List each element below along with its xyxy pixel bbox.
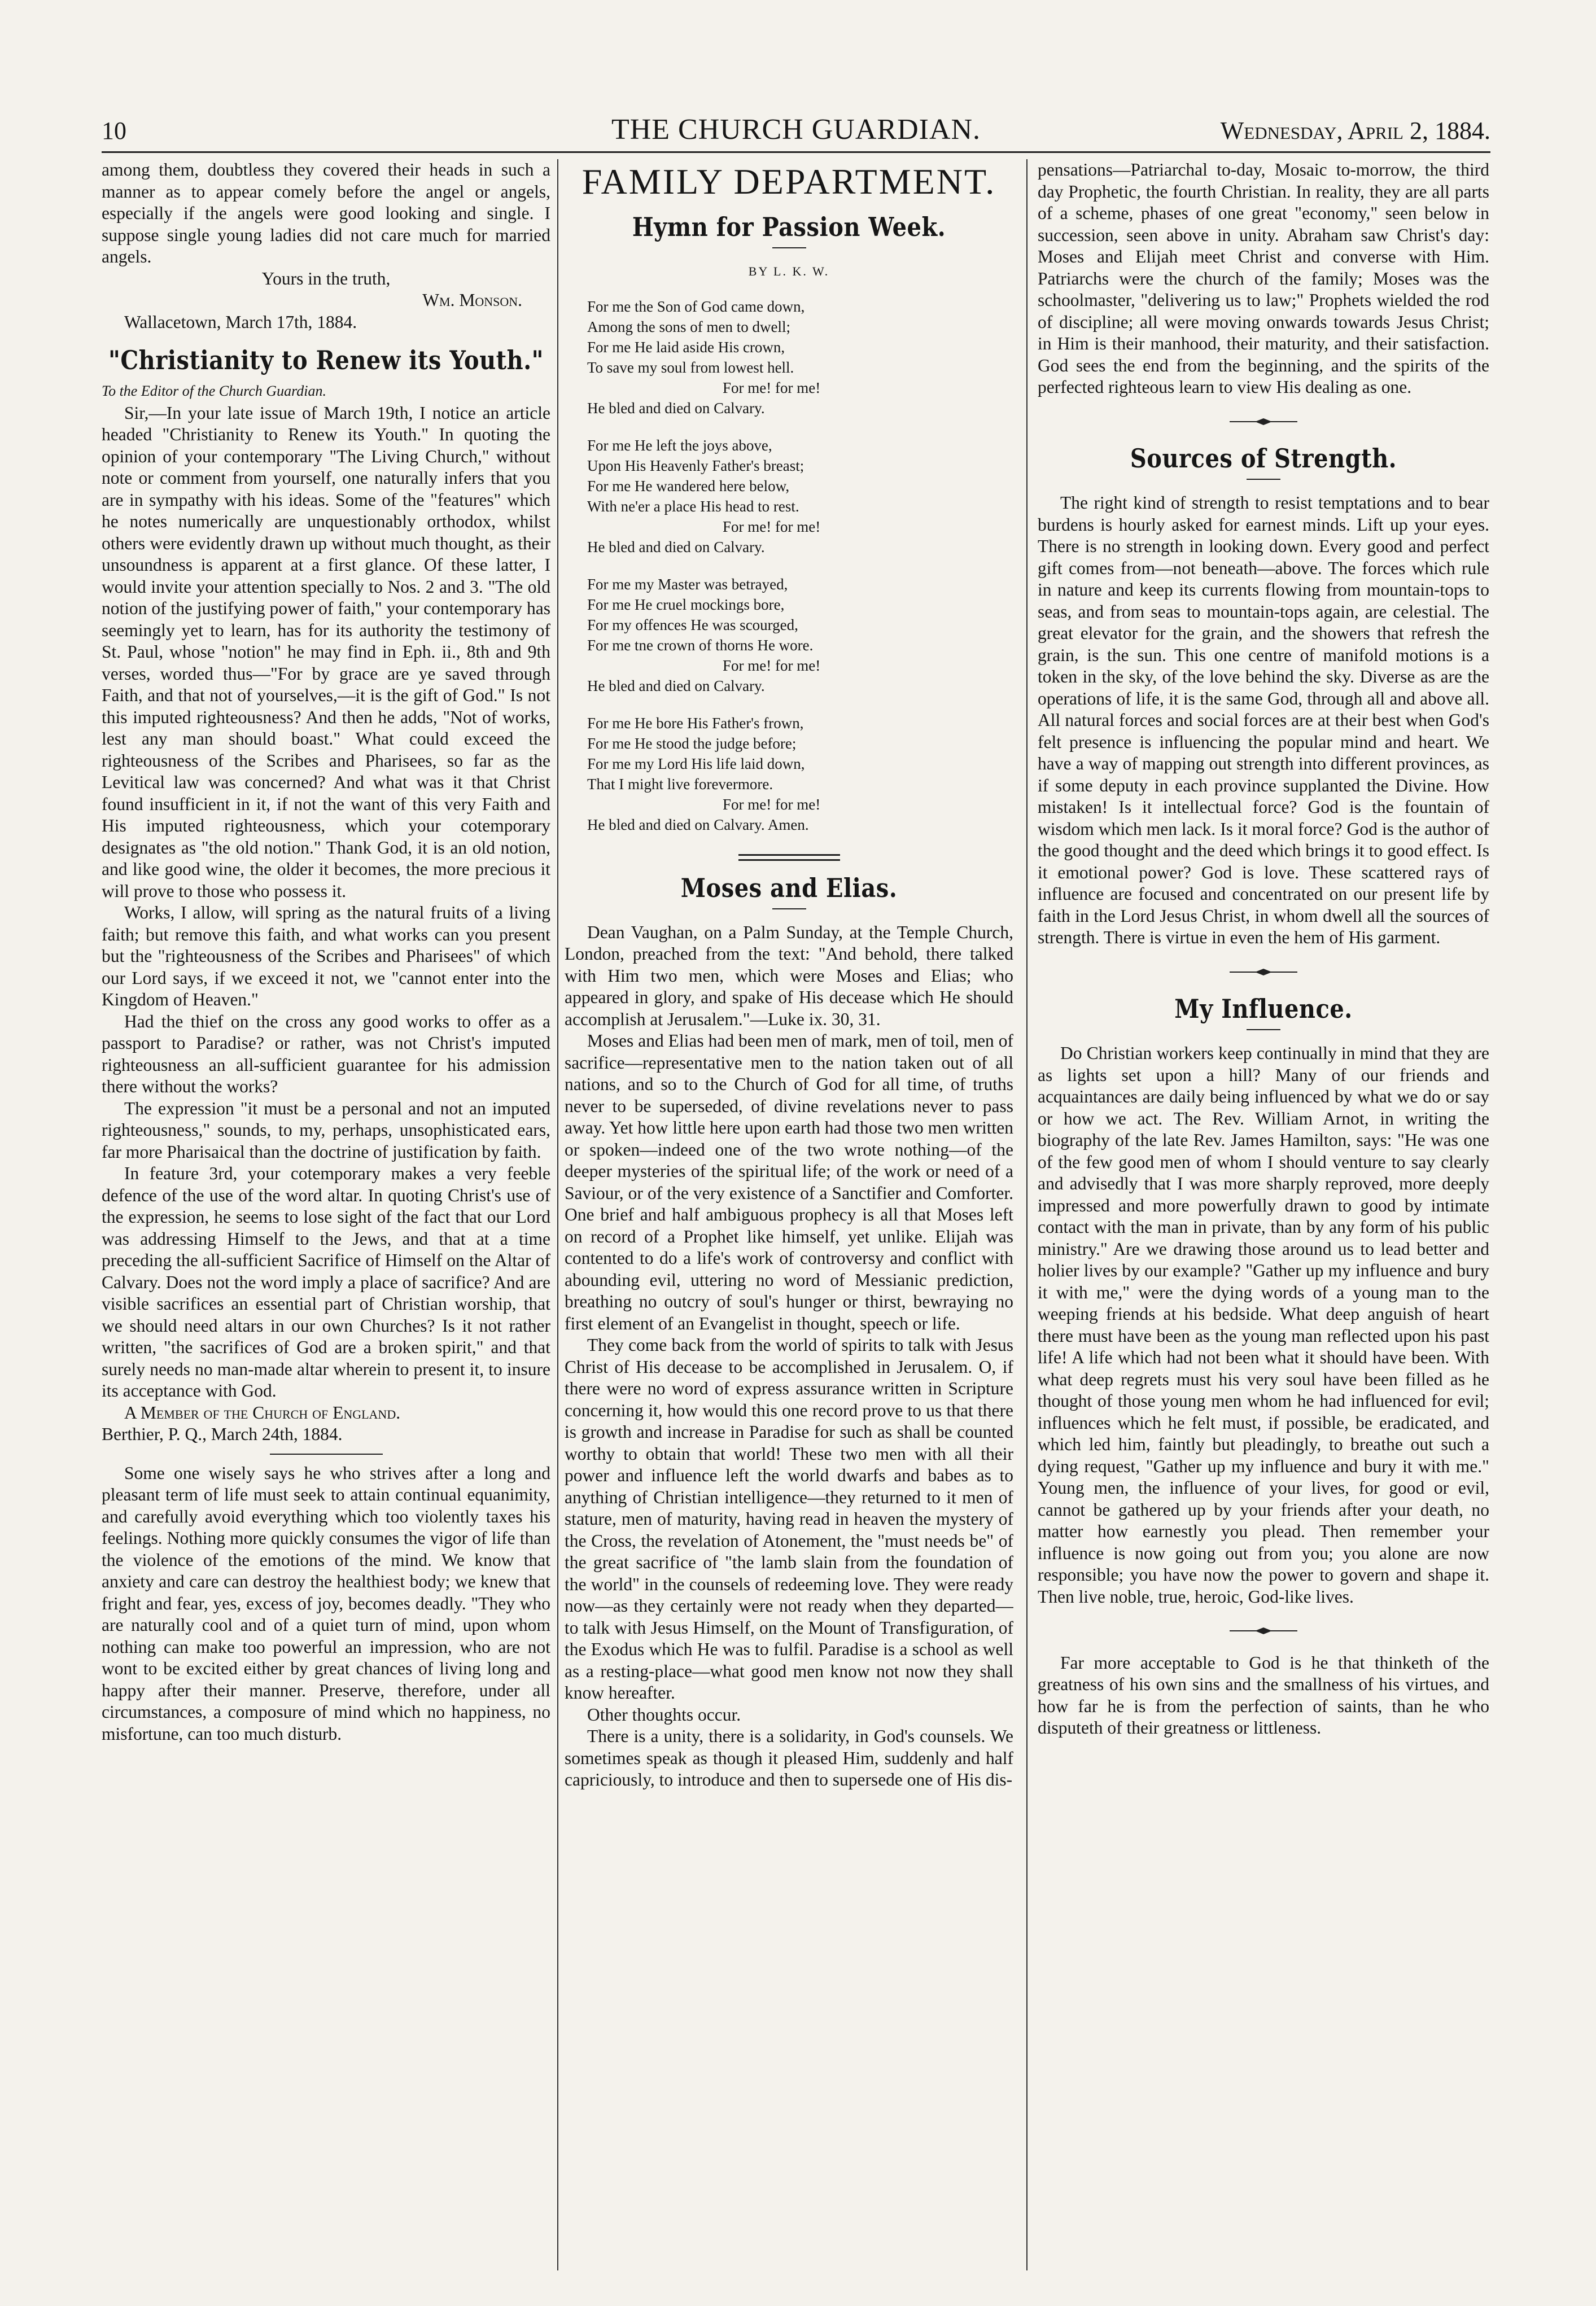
page-number: 10: [102, 117, 126, 145]
letter-paragraph: In feature 3rd, your cotemporary makes a very feeble defence of the use of the word altar. In quoting Christ's use of the expression, he seems to lose sight of the fact that our Lord was addressing Himself to the Jews, and that at a time preceding the all-sufficient Sacrifice of Himself on the Altar of Calvary. Does not the word imply a place of sacrifice? And are visible sacrifices an essential part of Christian worship, that we should need altars in our own Churches? Is it not rather written, "the sacrifices of God are a broken spirit," and that surely needs no man-made altar wherein to present it, to insure its acceptance with God.: [102, 1163, 550, 1401]
hymn-refrain: For me! for me!: [723, 379, 821, 396]
column-1: [102, 159, 550, 2270]
ornament-divider: [1038, 1619, 1489, 1641]
article-paragraph: Do Christian workers keep continually in mind that they are as lights set upon a hill? Many of our friends and acquaintances are daily being influenced by what we do or say or how we act. The Rev. William Arnot, in writing the biography of the late Rev. James Hamilton, says: "He was one of the few good men of whom I should venture to say clearly and advisedly that I was more sharply reproved, more deeply impressed and more powerfully drawn to good by intimate contact with the man in private, than by any form of his public ministry." Are we drawing those around us to lead better and holier lives by our example? "Gather up my influence and bury it with me," were the dying words of a young man to the weeping friends at his bedside. What deep anguish of heart there must have been as the young man reflected upon his past life! A life which had not been what it should have been. With what deep regrets must his very soul have been filled as he thought of those young men whom he had influenced for evil; influences which he felt must, if possible, be eradicated, and which led him, faintly but pleadingly, to breathe out such a dying request, "Gather up my influence and bury it with me." Young men, the influence of your lives, for good or evil, cannot be gathered up by your friends after your death, no matter how earnestly you plead. Then remember your influence is now going out from you; you alone are now responsible; you have now the power to govern and shape it. Then live noble, true, heroic, God-like lives.: [1038, 1043, 1489, 1607]
article-heading: My Influence.: [1174, 994, 1353, 1025]
section-title: FAMILY DEPARTMENT.: [581, 161, 996, 202]
column-divider: [1026, 159, 1027, 2270]
hymn-line: For me He stood the judge before;: [587, 734, 797, 752]
hymn-line: Among the sons of men to dwell;: [587, 318, 790, 335]
letter-signature: A Member of the Church of England.: [124, 1402, 401, 1423]
hymn-line: For me tne crown of thorns He wore.: [587, 636, 814, 654]
hymn-line: To save my soul from lowest hell.: [587, 358, 794, 376]
hymn-text: [565, 296, 1013, 835]
hymn-line: For me the Son of God came down,: [587, 297, 805, 315]
hymn-stanza: [587, 713, 1013, 835]
letter-place-date: Wallacetown, March 17th, 1884.: [124, 312, 357, 332]
hymn-line: For my offences He was scourged,: [587, 616, 798, 633]
letter-closing: Yours in the truth,: [261, 268, 391, 288]
article-paragraph: They come back from the world of spirits to talk with Jesus Christ of His decease to be accomplished in Jerusalem. O, if there were no word of express assurance written in Scripture concerning it, how would this one record prove to us that there is growth and increase in Paradise for such as shall be counted worthy to obtain that world! These two men with all their power and influence left the world dwarfs and babes as to anything of Christian intelligence—they returned to it men of stature, men of maturity, having read in heaven the mystery of the Cross, the revelation of Atonement, the "must needs be" of the great sacrifice of "the lamb slain from the foundation of the world" in the counsels of redeeming love. They were ready now—as they certainly were not ready when they departed—to talk with Jesus Himself, on the Mount of Transfiguration, of the Exodus which He was to fulfil. Paradise is a school as well as a resting-place—what good men know not now they shall know hereafter.: [565, 1335, 1013, 1703]
column-3: [1038, 159, 1489, 2270]
salutation: To the Editor of the Church Guardian.: [102, 383, 326, 399]
hymn-line: For me He bore His Father's frown,: [587, 714, 804, 732]
article-paragraph: There is a unity, there is a solidarity, in God's counsels. We sometimes speak as though it pleased Him, suddenly and half capriciously, to introduce and then to supersede one of His dis-: [565, 1726, 1013, 1789]
heading-rule: [1247, 1029, 1280, 1030]
article-paragraph: Far more acceptable to God is he that thinketh of the greatness of his own sins and the smallness of his virtues, and how far he is from the perfection of saints, than he who disputeth of their greatness or littleness.: [1038, 1652, 1489, 1738]
hymn-refrain: For me! for me!: [723, 518, 821, 535]
letter-paragraph: Works, I allow, will spring as the natural fruits of a living faith; but remove this faith, and what works can you present but the "righteousness of the Scribes and Pharisees" of which our Lord says, if we exceed it not, we "cannot enter into the Kingdom of Heaven.": [102, 903, 550, 1009]
hymn-line: He bled and died on Calvary.: [587, 677, 765, 694]
hymn-line: He bled and died on Calvary.: [587, 538, 765, 555]
letter-place-date: Berthier, P. Q., March 24th, 1884.: [102, 1424, 343, 1444]
article-continuation: pensations—Patriarchal to-day, Mosaic to-morrow, the third day Prophetic, the fourth Christian. In reality, they are all parts of a scheme, phases of one great "economy," seen below in succession, seen above in unity. Abraham saw Christ's day: Moses and Elijah meet Christ and converse with Him. Patriarchs were the church of the family; Moses was the schoolmaster, "delivering us to law;" Prophets wielded the rod of discipline; all were moving onwards towards Jesus Christ; in Him is their manhood, their maturity, and their satisfaction. God sees the end from the beginning, and the spirits of the perfected righteous learn to view His dealing as one.: [1038, 160, 1489, 397]
article-paragraph: Moses and Elias had been men of mark, men of toil, men of sacrifice—representative men to the nation taken out of all nations, and so to the Church of God for all time, of truths never to be superseded, of divine revelations never to pass away. Yet how little here upon earth had those two men written or spoken—indeed one of the two wrote nothing—of the deeper mysteries of the spiritual life; of the work or need of a Saviour, or of the very existence of a Sanctifier and Comforter. One brief and half ambiguous prophecy is all that Moses left on record of a Prophet like himself, yet unlike. Elijah was contented to do a life's work of controversy and conflict with abounding evil, uttering no word of Messianic prediction, breathing no outcry of soul's hunger or thirst, bewraying no first element of an Evangelist in thought, speech or life.: [565, 1031, 1013, 1333]
hymn-line: Upon His Heavenly Father's breast;: [587, 457, 804, 474]
article-heading: Moses and Elias.: [680, 872, 898, 903]
heading-rule: [772, 247, 806, 248]
hymn-line: For me He cruel mockings bore,: [587, 596, 785, 613]
double-rule: [738, 854, 840, 861]
heading-rule: [772, 908, 806, 909]
hymn-refrain: For me! for me!: [723, 795, 821, 813]
hymn-line: With ne'er a place His head to rest.: [587, 497, 799, 515]
hymn-line: For me He left the joys above,: [587, 436, 772, 454]
article-paragraph: Some one wisely says he who strives after a long and pleasant term of life must seek to attain continual equanimity, and carefully avoid everything which too violently taxes his feelings. Nothing more quickly consumes the vigor of life than the violence of the emotions of the mind. We know that anxiety and care can destroy the healthiest body; we knew that fright and fear, yes, excess of joy, becomes deadly. "They who are naturally cool and of a quiet turn of mind, upon whom nothing can make too powerful an impression, who are not wont to be excited either by great chances of living long and happy after their manner. Preserve, therefore, under all circumstances, a composure of mind which no happiness, no misfortune, can too much disturb.: [102, 1463, 550, 1744]
hymn-title: Hymn for Passion Week.: [632, 212, 946, 243]
column-divider: [557, 159, 558, 2270]
hymn-stanza: [587, 296, 1013, 418]
letter-paragraph: Had the thief on the cross any good works to offer as a passport to Paradise? or rather, was not Christ's imputed righteousness an all-sufficient guarantee for his admission there without the works?: [102, 1011, 550, 1096]
article-paragraph: Other thoughts occur.: [587, 1704, 741, 1725]
hymn-line: For me my Lord His life laid down,: [587, 755, 805, 772]
hymn-line: For me my Master was betrayed,: [587, 575, 788, 593]
article-heading: Sources of Strength.: [1130, 443, 1397, 474]
hymn-stanza: [587, 435, 1013, 557]
hymn-line: That I might live forevermore.: [587, 775, 773, 793]
article-paragraph: Dean Vaughan, on a Palm Sunday, at the Temple Church, London, preached from the text: "And behold, there talked with Him two men, which were Moses and Elias; who appeared in glory, and spake of His decease which He should accomplish at Jerusalem."—Luke ix. 30, 31.: [565, 922, 1013, 1029]
header-rule: [102, 151, 1490, 153]
letter-paragraph: Sir,—In your late issue of March 19th, I notice an article headed "Christianity to Renew its Youth." In quoting the opinion of your contemporary "The Living Church," without note or comment from yourself, one naturally infers that you are in sympathy with his ideas. Some of the "features" which he notes numerically are unquestionably orthodox, whilst others were evidently drawn up without much thought, as their unsoundness is apparent at a first glance. Of these latter, I would invite your attention specially to Nos. 2 and 3. "The old notion of the justifying power of faith," your contemporary has seemingly yet to learn, has for its authority the testimony of St. Paul, whose "notion" he may find in Eph. ii., 8th and 9th verses, worded thus—"For by grace are ye saved through Faith, and that not of yourselves,—it is the gift of God." Is not this imputed righteousness? And then he adds, "Not of works, lest any man should boast." What could exceed the righteousness of the Scribes and Pharisees, so far as the Levitical law was concerned? And what was it that Christ found insufficient in it, if not the want of this very Faith and His imputed righteousness, which your cotemporary designates as "the old notion." Thank God, it is an old notion, and like good wine, the older it becomes, the more precious it will prove to those who possess it.: [102, 402, 550, 901]
issue-date: Wednesday, April 2, 1884.: [1220, 117, 1490, 145]
masthead: [102, 113, 1490, 147]
newspaper-title: THE CHURCH GUARDIAN.: [611, 113, 981, 146]
letter-signature: Wm. Monson.: [422, 290, 522, 310]
heading-rule: [1247, 479, 1280, 480]
hymn-line: For me He laid aside His crown,: [587, 338, 785, 356]
article-heading: "Christianity to Renew its Youth.": [108, 345, 544, 376]
column-2: [565, 159, 1013, 2270]
hymn-line: He bled and died on Calvary. Amen.: [587, 816, 809, 833]
hymn-refrain: For me! for me!: [723, 657, 821, 674]
hymn-line: For me He wandered here below,: [587, 477, 790, 495]
letter-continuation: among them, doubtless they covered their heads in such a manner as to appear comely before the angel or angels, especially if the angels were good looking and single. I suppose single young ladies did not care much for married angels.: [102, 160, 550, 266]
section-rule: [270, 1454, 383, 1455]
hymn-stanza: [587, 574, 1013, 696]
hymn-byline: BY L. K. W.: [748, 264, 830, 278]
article-paragraph: The right kind of strength to resist temptations and to bear burdens is hourly asked for earnest minds. Lift up your eyes. There is no strength in looking down. Every good and perfect gift comes from—not beneath—above. The forces which rule in nature and keep its currents flowing from mountain-tops to seas, and from seas to mountain-tops again, are celestial. The great elevator for the grain, and the showers that refresh the grain, is the sun. This one centre of manifold motions is a token in the sky, of the love behind the sky. Diverse as are the operations of life, it is the same God, through all and above all. All natural forces and social forces are at their best when God's felt presence is influencing the popular mind and heart. We have a way of mapping out strength into different provinces, as if some deputy in each province supplanted the Divine. How mistaken! Is it intellectual force? God is the fountain of wisdom which men lack. Is it moral force? God is the author of the good thought and the deed which brings it to good effect. Is it emotional power? God is love. These scattered rays of influence are focused and concentrated on our present life by faith in the Lord Jesus Christ, in whom dwell all the sources of strength. There is virtue in even the hem of His garment.: [1038, 493, 1489, 947]
letter-paragraph: The expression "it must be a personal and not an imputed righteousness," sounds, to my, perhaps, unsophisticated ears, far more Pharisaical than the doctrine of justification by faith.: [102, 1098, 550, 1162]
ornament-divider: [1038, 410, 1489, 432]
ornament-divider: [1038, 960, 1489, 982]
hymn-line: He bled and died on Calvary.: [587, 399, 765, 417]
